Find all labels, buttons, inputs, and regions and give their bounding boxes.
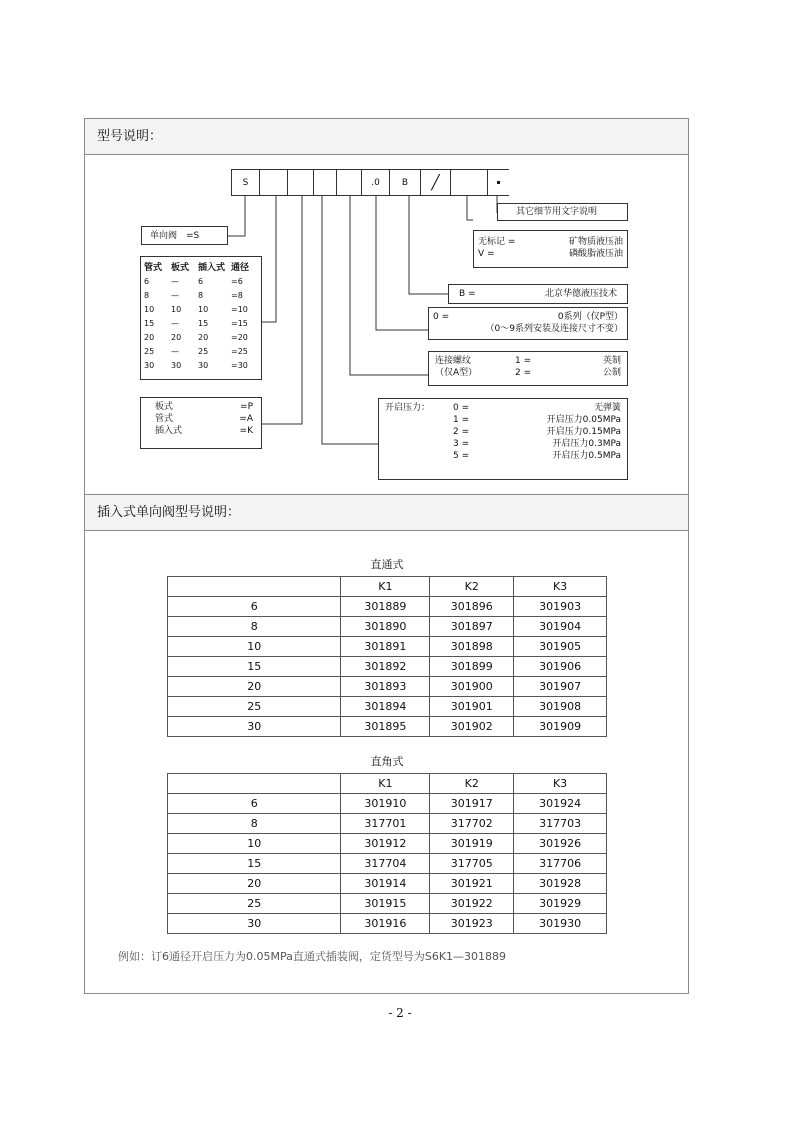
code-box (450, 169, 488, 196)
table-cell: 20 (168, 874, 341, 894)
code-box-series: .0 (361, 169, 390, 196)
size-cell: 30 (171, 361, 182, 370)
table-cell: 301893 (341, 677, 430, 697)
table-cell: 317705 (430, 854, 514, 874)
size-cell: 25 (198, 347, 209, 356)
thread-label: 连接螺纹 (435, 356, 472, 366)
table-row (168, 794, 607, 814)
table-caption-straight: 直通式 (370, 558, 404, 571)
table-header: K1 (341, 774, 430, 794)
pressure-value: 开启压力0.5MPa (552, 451, 621, 461)
code-box (287, 169, 314, 196)
size-cell: 10 (171, 305, 182, 314)
table-cell: 301917 (430, 794, 514, 814)
table-row (168, 854, 607, 874)
type-value: =P (240, 402, 253, 412)
code-box-b: B (389, 169, 421, 196)
table-cell: 301921 (430, 874, 514, 894)
pressure-key: 0 = (453, 403, 470, 413)
table-cell: 15 (168, 854, 341, 874)
size-cell: 15 (198, 319, 209, 328)
manufacturer-key: B = (459, 289, 476, 299)
other-details-text: 其它细节用文字说明 (516, 207, 598, 217)
type-value: =K (239, 426, 253, 436)
table-row (168, 874, 607, 894)
table-cell: 317704 (341, 854, 430, 874)
code-box (313, 169, 337, 196)
table-cell: 301930 (514, 914, 607, 934)
table-cell: 8 (168, 617, 341, 637)
table-cell: 301903 (514, 597, 607, 617)
size-cell: 20 (144, 333, 155, 342)
table-cell: 30 (168, 717, 341, 737)
pressure-key: 2 = (453, 427, 470, 437)
table-cell: 301891 (341, 637, 430, 657)
type-box (140, 397, 262, 449)
pressure-key: 3 = (453, 439, 470, 449)
size-header: 插入式 (198, 263, 226, 273)
size-cell: 6 (144, 277, 150, 286)
page-number: - 2 - (388, 1006, 412, 1020)
size-cell: =10 (231, 305, 248, 314)
table-header: K2 (430, 577, 514, 597)
type-key: 插入式 (155, 426, 183, 436)
divider (85, 530, 688, 531)
type-value: =A (239, 414, 253, 424)
angle-table (167, 773, 607, 934)
code-box-end: ▪ (487, 169, 509, 196)
pressure-key: 5 = (453, 451, 470, 461)
table-row (168, 697, 607, 717)
table-cell: 301904 (514, 617, 607, 637)
straight-table (167, 576, 607, 737)
table-cell: 10 (168, 637, 341, 657)
size-cell: =6 (231, 277, 243, 286)
table-cell: 301902 (430, 717, 514, 737)
table-cell: 301896 (430, 597, 514, 617)
table-cell: 301922 (430, 894, 514, 914)
table-header: K3 (514, 577, 607, 597)
divider (85, 154, 688, 155)
table-cell: 301919 (430, 834, 514, 854)
size-header: 通径 (231, 263, 250, 273)
type-key: 板式 (155, 402, 174, 412)
size-cell: 10 (144, 305, 155, 314)
table-cell: 301923 (430, 914, 514, 934)
table-cell: 20 (168, 677, 341, 697)
pressure-value: 开启压力0.3MPa (552, 439, 621, 449)
size-cell: =15 (231, 319, 248, 328)
table-cell: 301892 (341, 657, 430, 677)
size-cell: =25 (231, 347, 248, 356)
table-header: K2 (430, 774, 514, 794)
table-header: K1 (341, 577, 430, 597)
size-cell: =30 (231, 361, 248, 370)
other-details-box (497, 203, 628, 221)
size-cell: =8 (231, 291, 243, 300)
table-header: K3 (514, 774, 607, 794)
series-value: 0系列（仅P型） (557, 312, 623, 322)
table-cell: 301894 (341, 697, 430, 717)
pressure-value: 无弹簧 (593, 403, 621, 413)
table-cell: 301901 (430, 697, 514, 717)
table-row (168, 637, 607, 657)
table-cell: 301916 (341, 914, 430, 934)
table-header (168, 774, 341, 794)
thread-key: 1 = (515, 356, 532, 366)
table-row (168, 834, 607, 854)
table-row (168, 894, 607, 914)
table-cell: 301924 (514, 794, 607, 814)
table-cell: 301898 (430, 637, 514, 657)
fluid-box (473, 230, 628, 268)
table-row (168, 657, 607, 677)
type-key: 管式 (155, 414, 174, 424)
size-cell: 20 (171, 333, 182, 342)
size-header: 板式 (171, 263, 190, 273)
table-row (168, 717, 607, 737)
table-row (168, 677, 607, 697)
table-cell: 301912 (341, 834, 430, 854)
table-cell: 25 (168, 894, 341, 914)
pressure-label: 开启压力： (385, 403, 431, 413)
size-cell: 8 (144, 291, 150, 300)
manufacturer-box (448, 284, 628, 304)
table-cell: 317703 (514, 814, 607, 834)
table-cell: 317706 (514, 854, 607, 874)
table-cell: 8 (168, 814, 341, 834)
section-title-model: 型号说明： (85, 119, 688, 154)
manufacturer-value: 北京华德液压技术 (544, 289, 617, 299)
size-cell: 20 (198, 333, 209, 342)
pressure-key: 1 = (453, 415, 470, 425)
table-cell: 301899 (430, 657, 514, 677)
size-cell: 10 (198, 305, 209, 314)
thread-value: 英制 (602, 356, 621, 366)
table-cell: 317701 (341, 814, 430, 834)
table-cell: 25 (168, 697, 341, 717)
single-valve-box (141, 226, 228, 245)
pressure-value: 开启压力0.05MPa (546, 415, 621, 425)
table-cell: 301915 (341, 894, 430, 914)
table-cell: 301908 (514, 697, 607, 717)
code-box-s: S (231, 169, 260, 196)
table-cell: 301906 (514, 657, 607, 677)
table-cell: 301928 (514, 874, 607, 894)
size-cell: 8 (198, 291, 204, 300)
table-header (168, 577, 341, 597)
table-cell: 301914 (341, 874, 430, 894)
fluid-value: 矿物质液压油 (568, 237, 623, 247)
thread-label: （仅A型） (435, 368, 478, 378)
size-header: 管式 (144, 263, 163, 273)
table-cell: 301897 (430, 617, 514, 637)
example-note: 例如：订6通径开启压力为0.05MPa直通式插装阀，定货型号为S6K1—301889 (118, 950, 507, 963)
size-cell: 6 (198, 277, 204, 286)
size-cell: 25 (144, 347, 155, 356)
table-cell: 15 (168, 657, 341, 677)
series-key: 0 = (433, 312, 450, 322)
table-row (168, 597, 607, 617)
table-cell: 301890 (341, 617, 430, 637)
fluid-key: V = (478, 249, 495, 259)
pressure-value: 开启压力0.15MPa (546, 427, 621, 437)
table-cell: 301900 (430, 677, 514, 697)
code-box-slash: ╱ (420, 169, 451, 196)
code-box (259, 169, 288, 196)
table-cell: 317702 (430, 814, 514, 834)
table-cell: 10 (168, 834, 341, 854)
size-cell: 30 (198, 361, 209, 370)
size-cell: 30 (144, 361, 155, 370)
table-cell: 6 (168, 597, 341, 617)
size-cell: 15 (144, 319, 155, 328)
table-cell: 301889 (341, 597, 430, 617)
table-cell: 301910 (341, 794, 430, 814)
table-cell: 6 (168, 794, 341, 814)
size-cell: — (171, 319, 179, 328)
fluid-key: 无标记 = (478, 237, 516, 247)
size-cell: — (171, 347, 179, 356)
table-row (168, 914, 607, 934)
table-cell: 301895 (341, 717, 430, 737)
table-row (168, 814, 607, 834)
size-cell: — (171, 291, 179, 300)
series-box (428, 307, 628, 340)
section-title-insert: 插入式单向阀型号说明： (85, 495, 688, 530)
thread-key: 2 = (515, 368, 532, 378)
table-caption-angle: 直角式 (370, 755, 404, 768)
code-box (336, 169, 362, 196)
fluid-value: 磷酸脂液压油 (568, 249, 623, 259)
pressure-box (378, 398, 628, 480)
table-cell: 301929 (514, 894, 607, 914)
size-cell: — (171, 277, 179, 286)
single-valve-text: 单向阀 =S (150, 231, 200, 241)
size-cell: =20 (231, 333, 248, 342)
table-row (168, 617, 607, 637)
thread-box (428, 351, 628, 386)
table-cell: 30 (168, 914, 341, 934)
table-cell: 301909 (514, 717, 607, 737)
series-note: （0～9系列安装及连接尺寸不变） (485, 324, 623, 334)
table-cell: 301926 (514, 834, 607, 854)
table-cell: 301907 (514, 677, 607, 697)
table-cell: 301905 (514, 637, 607, 657)
size-box (140, 256, 262, 380)
thread-value: 公制 (602, 368, 621, 378)
